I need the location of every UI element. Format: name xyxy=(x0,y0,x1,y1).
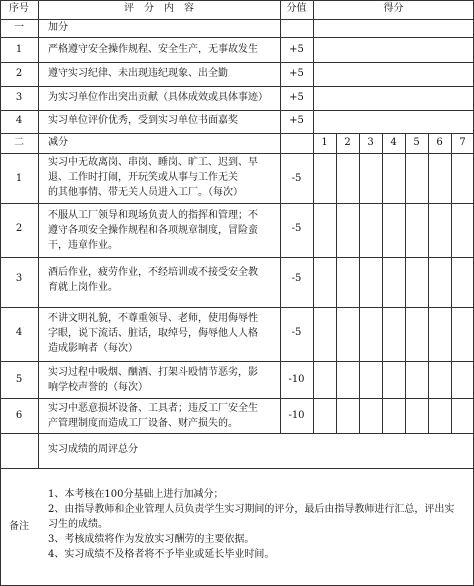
notes-label: 备注 xyxy=(9,521,29,532)
deduct-row-text-line: 遵守各项安全操作规程和各项规章制度，冒险蛮 xyxy=(48,225,258,236)
deduct-row-text-line: 不讲文明礼貌，不尊重领导、老师，使用侮辱性 xyxy=(48,313,258,324)
deduct-row-score: -5 xyxy=(291,327,302,338)
add-row-score: +5 xyxy=(289,44,304,55)
week-number: 7 xyxy=(459,137,466,148)
header-score: 分值 xyxy=(286,3,307,14)
add-row-score: +5 xyxy=(289,68,304,79)
deduct-row-seq: 2 xyxy=(15,223,23,234)
week-number: 5 xyxy=(413,137,420,148)
deduct-row-score: -10 xyxy=(288,410,305,421)
deduct-row-text-line: 退、工作时打闹，开玩笑或从事与工作无关 xyxy=(48,172,238,183)
header-points: 得分 xyxy=(383,3,404,14)
add-row-text: 严格遵守安全操作规程、安全生产，无事故发生 xyxy=(48,44,258,55)
deduct-row-text-line: 响学校声誉的（每次） xyxy=(48,382,148,393)
add-row-score: +5 xyxy=(289,92,304,103)
week-number: 2 xyxy=(344,137,351,148)
week-number: 6 xyxy=(436,137,443,148)
deduct-row-score: -5 xyxy=(291,173,302,184)
week-number: 1 xyxy=(321,137,328,148)
deduct-row-text-line: 不服从工厂领导和现场负责人的指挥和管理；不 xyxy=(48,210,258,221)
note-item: 习生的成绩。 xyxy=(48,519,108,530)
add-row-score: +5 xyxy=(289,115,304,126)
deduct-row-score: -5 xyxy=(291,223,302,234)
deduct-row-score: -5 xyxy=(291,273,302,284)
header-seq: 序号 xyxy=(9,3,29,14)
deduct-row-score: -10 xyxy=(288,374,305,385)
note-item: 3、考核成绩将作为发放实习酬劳的主要依据。 xyxy=(48,534,255,545)
deduct-section-seq: 二 xyxy=(14,137,24,148)
add-row-text: 遵守实习纪律、未出现违纪现象、出全勤 xyxy=(48,68,228,79)
deduct-section-label: 减分 xyxy=(48,137,68,148)
add-row-seq: 4 xyxy=(15,115,23,126)
deduct-row-seq: 3 xyxy=(15,273,23,284)
add-section-label: 加分 xyxy=(48,22,68,33)
deduct-row-text-line: 实习过程中吸烟、酗酒、打架斗殴情节恶劣，影 xyxy=(48,367,258,378)
deduct-row-text-line: 干，违章作业。 xyxy=(48,240,118,251)
deduct-row-text-line: 实习中恶意损坏设备、工具者；违反工厂安全生 xyxy=(48,403,258,414)
add-row-seq: 1 xyxy=(15,44,23,55)
deduct-row-text-line: 育就上岗作业。 xyxy=(48,282,118,293)
note-item: 4、实习成绩不及格者将不予毕业或延长毕业时间。 xyxy=(48,549,275,560)
week-number: 4 xyxy=(390,137,397,148)
deduct-row-seq: 5 xyxy=(15,374,23,385)
add-row-seq: 3 xyxy=(15,92,23,103)
week-number: 3 xyxy=(367,137,374,148)
note-item: 1、本考核在100分基础上进行加减分； xyxy=(48,489,224,500)
total-label: 实习成绩的周评总分 xyxy=(48,444,138,455)
deduct-row-text-line: 字眼，说下流话、脏话，取绰号，侮辱他人人格 xyxy=(48,328,258,339)
add-row-text: 实习单位评价优秀，受到实习单位书面嘉奖 xyxy=(48,115,238,126)
deduct-row-text-line: 的其他事情、带无关人员进入工厂。（每次） xyxy=(48,187,243,198)
deduct-row-text-line: 实习中无故离岗、串岗、睡岗、旷工、迟到、早 xyxy=(48,157,258,168)
deduct-row-seq: 6 xyxy=(15,410,23,421)
note-item: 2、由指导教师和企业管理人员负责学生实习期间的评分，最后由指导教师进行汇总，评出实 xyxy=(48,504,455,515)
add-row-seq: 2 xyxy=(15,68,23,79)
add-row-text: 为实习单位作出突出贡献（具体成效或具体事迹） xyxy=(48,92,268,103)
deduct-row-text-line: 产管理制度而造成工厂设备、财产损失的。 xyxy=(48,418,238,429)
deduct-row-text-line: 酒后作业，疲劳作业，不经培训或不接受安全教 xyxy=(48,267,258,278)
deduct-row-text-line: 造成影响者（每次） xyxy=(48,343,138,354)
deduct-row-seq: 1 xyxy=(15,173,23,184)
add-section-seq: 一 xyxy=(14,22,24,33)
deduct-row-seq: 4 xyxy=(15,327,23,338)
header-content: 评 分 内 容 xyxy=(124,3,194,14)
